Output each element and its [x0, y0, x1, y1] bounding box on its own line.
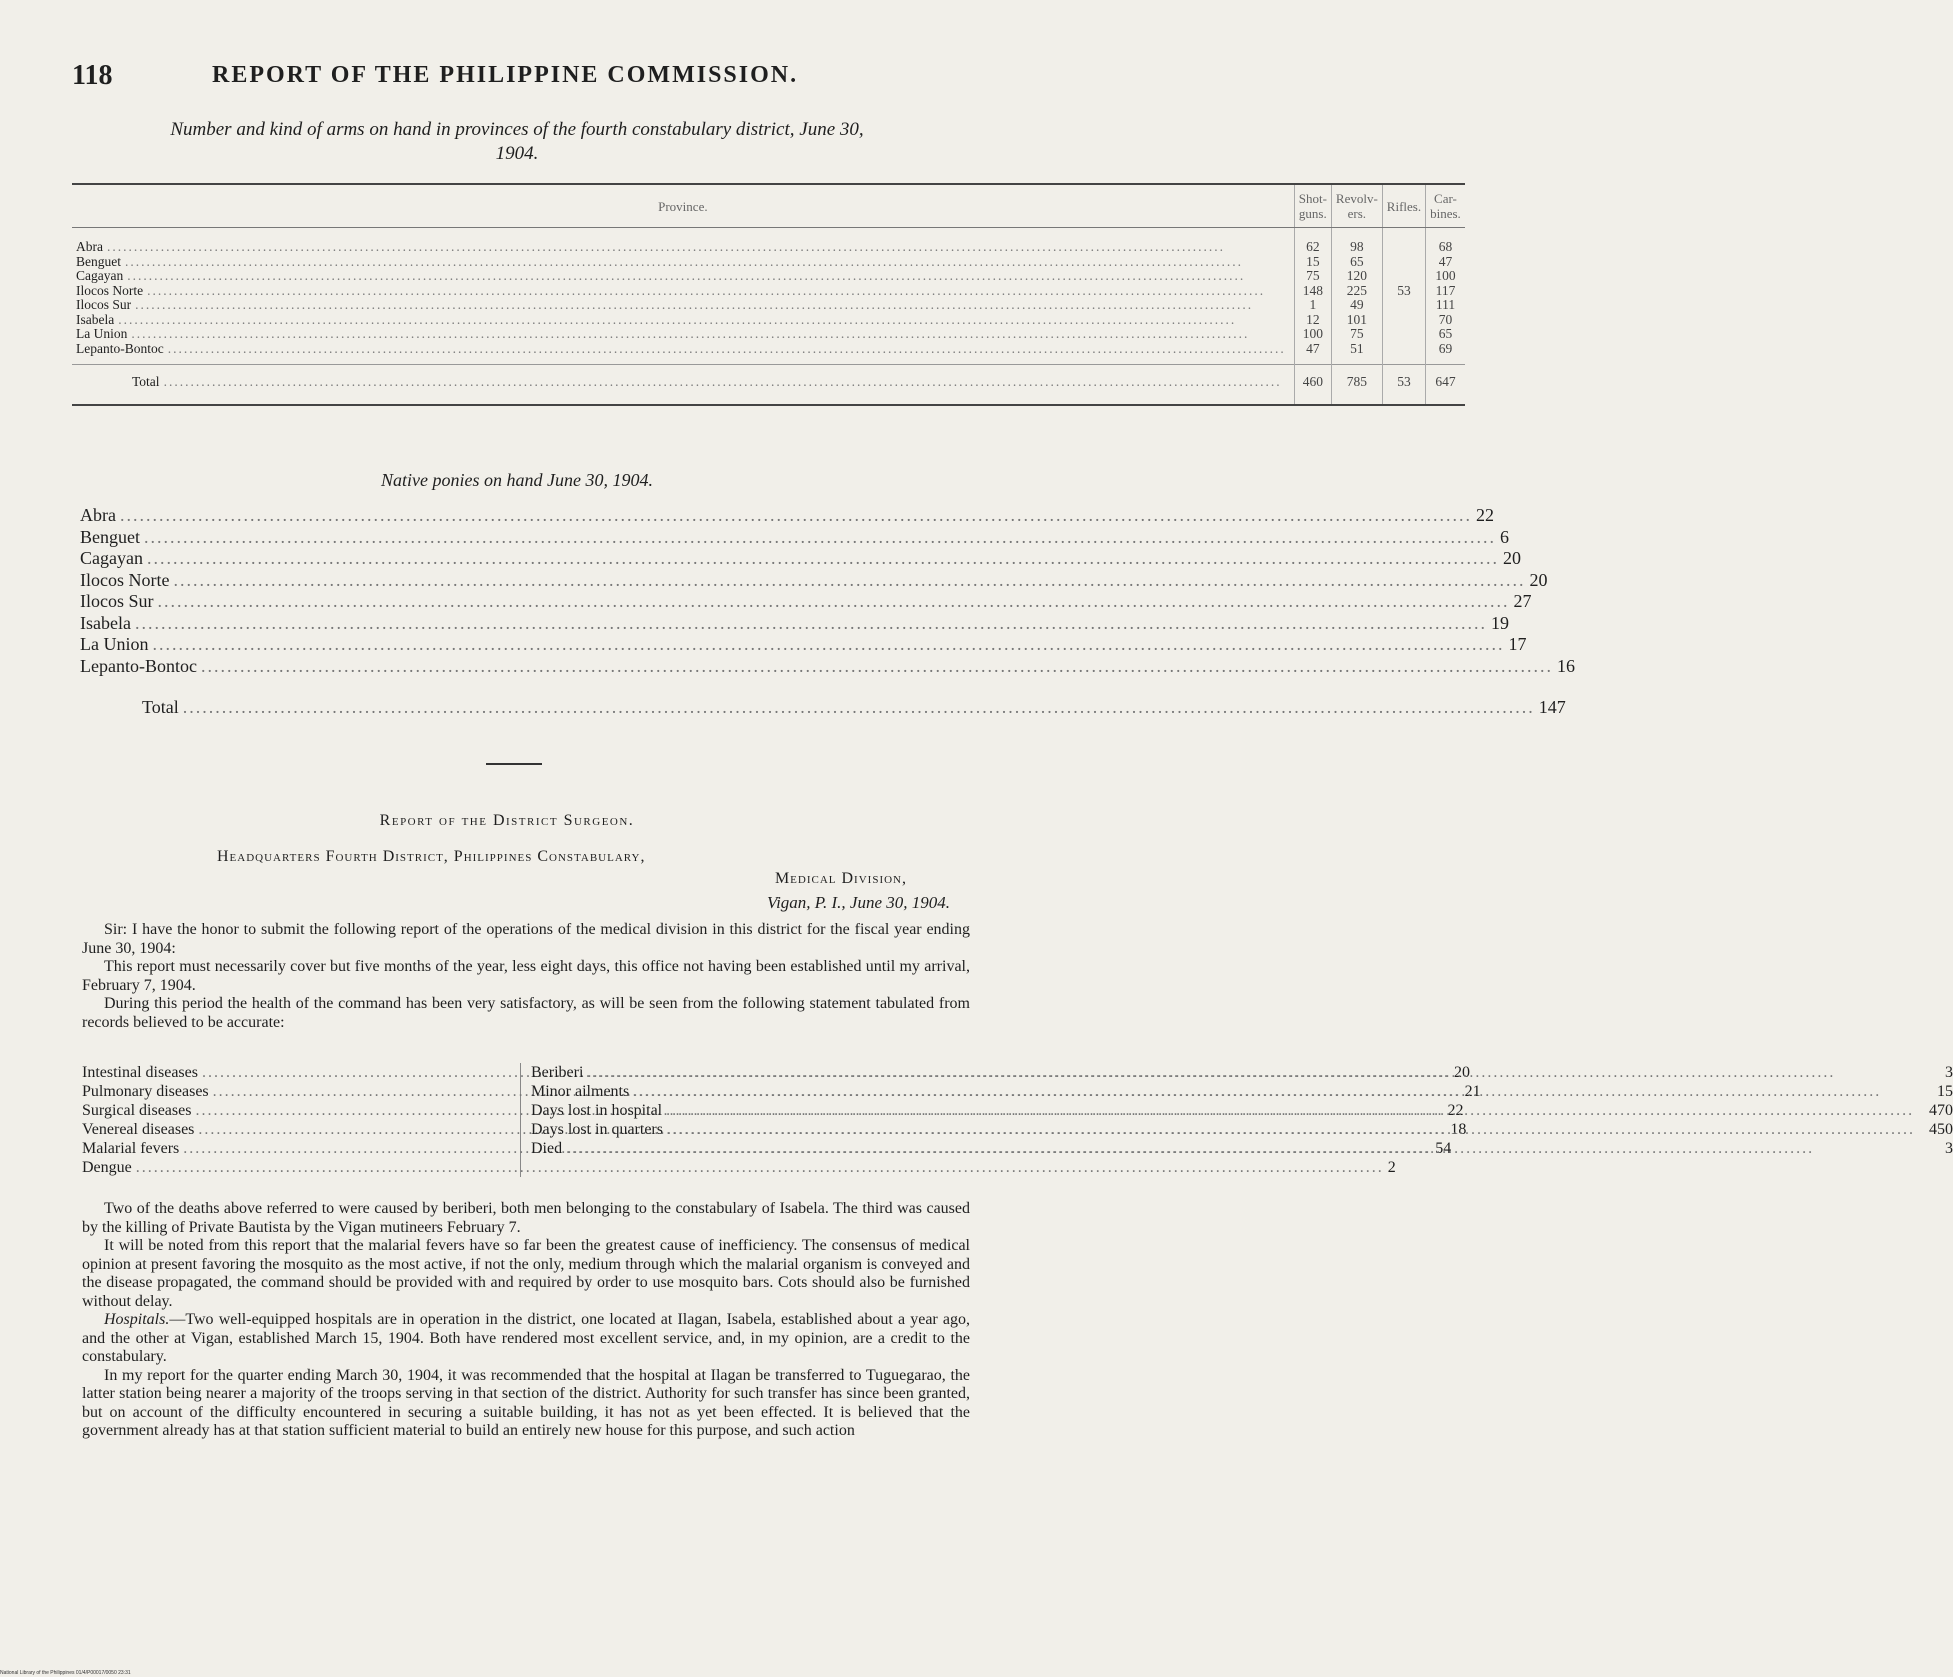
arms-caption-line1: Number and kind of arms on hand in provinces of the fourth constabulary district, June 30, — [170, 119, 864, 140]
revolvers-cell: 101 — [1331, 313, 1382, 328]
disease-count: 18 — [1450, 1121, 1467, 1138]
headquarters-line2: Medical Division, — [774, 870, 907, 887]
pony-count: 22 — [1475, 505, 1494, 525]
disease-row — [531, 1063, 1953, 1082]
pony-row — [80, 655, 1575, 678]
pony-row — [80, 569, 1548, 592]
disease-label: Surgical diseases — [82, 1102, 192, 1119]
intro-paragraph-1: Sir: I have the honor to submit the following report of the operations of the medical division in this district for the fiscal year ending June 30, 1904: — [82, 921, 970, 957]
pony-row — [80, 526, 1509, 549]
disease-label: Venereal diseases — [82, 1121, 195, 1138]
arms-row — [72, 255, 1465, 270]
carbines-cell: 100 — [1426, 269, 1465, 284]
pony-row — [80, 634, 1527, 656]
pony-row — [80, 612, 1509, 635]
pony-count: 19 — [1490, 612, 1509, 633]
disease-column-right — [521, 1063, 1953, 1177]
pony-count: 17 — [1508, 634, 1527, 654]
disease-label: Malarial fevers — [82, 1140, 180, 1157]
archive-footer-strip: National Library of the Philippines 01/4/P00017/0050 23:31 — [0, 1670, 131, 1676]
body-paragraph-2: It will be noted from this report that the malarial fevers have so far been the greatest cause of inefficiency. The consensus of medical opinion at present favoring the mosquito as the most active, if not the only, medium through which the malarial organism is conveyed and the disease propagated, the command should be provided with and required by order to use mosquito bars. Cots should also be furnished without delay. — [82, 1237, 970, 1310]
pony-province: Abra — [80, 505, 116, 525]
pony-province: Benguet — [80, 526, 140, 547]
running-title: REPORT OF THE PHILIPPINE COMMISSION. — [212, 62, 799, 88]
carbines-cell: 47 — [1426, 255, 1465, 270]
rifles-cell — [1382, 313, 1425, 328]
disease-count: 22 — [1447, 1102, 1464, 1119]
arms-total-carbines: 647 — [1426, 365, 1465, 405]
place-date: Vigan, P. I., June 30, 1904. — [766, 893, 950, 912]
col-shotguns: Shot-guns. — [1294, 184, 1331, 228]
disease-label: Beriberi — [531, 1064, 584, 1081]
arms-total-label: Total — [132, 374, 160, 389]
arms-row — [72, 228, 1465, 255]
shotguns-cell: 1 — [1294, 298, 1331, 313]
rifles-cell — [1382, 327, 1425, 342]
shotguns-cell: 62 — [1294, 228, 1331, 255]
revolvers-cell: 98 — [1331, 228, 1382, 255]
body-paragraph-4: In my report for the quarter ending March 30, 1904, it was recommended that the hospital at Ilagan be transferred to Tuguegarao, the latter station being nearer a majority of the troops serving in that section of the district. Authority for such transfer has since been granted, but on account of the difficulty encountered in securing a suitable building, it has not as yet been effected. It is believed that the government already has at that station sufficient material to build an entirely new house for this purpose, and such action — [82, 1366, 970, 1439]
body-paragraph-1: Two of the deaths above referred to were caused by beriberi, both men belonging to the constabulary of Isabela. The third was caused by the killing of Private Bautista by the Vigan mutineers February 7. — [82, 1200, 970, 1236]
disease-label: Dengue — [82, 1159, 132, 1176]
rifles-cell — [1382, 228, 1425, 255]
arms-table-caption — [72, 118, 962, 166]
disease-row — [531, 1101, 1953, 1120]
disease-count: 470 — [1928, 1102, 1953, 1119]
hospitals-text: —Two well-equipped hospitals are in operation in the district, one located at Ilagan, Isabela, established about a year ago, and the other at Vigan, established March 15, 1904. Both have rendered most excellent service, and, in my opinion, are a credit to the constabulary. — [82, 1311, 970, 1365]
disease-row — [531, 1139, 1953, 1158]
pony-province: La Union — [80, 634, 149, 654]
shotguns-cell: 47 — [1294, 342, 1331, 365]
hospitals-heading: Hospitals. — [104, 1311, 170, 1328]
province-name: Lepanto-Bontoc — [76, 340, 164, 356]
revolvers-cell: 65 — [1331, 255, 1382, 270]
carbines-cell: 70 — [1426, 313, 1465, 328]
carbines-cell: 65 — [1426, 327, 1465, 342]
disease-count: 54 — [1435, 1140, 1452, 1157]
intro-paragraph-3: During this period the health of the command has been very satisfactory, as will be seen from the following statement tabulated from records believed to be accurate: — [82, 995, 970, 1031]
pony-count: 16 — [1556, 655, 1575, 676]
intro-paragraph-2: This report must necessarily cover but five months of the year, less eight days, this office not having been established until my arrival, February 7, 1904. — [82, 958, 970, 994]
col-carbines: Car-bines. — [1426, 184, 1465, 228]
rifles-cell — [1382, 269, 1425, 284]
province-name: Ilocos Sur — [76, 297, 132, 312]
disease-label: Died — [531, 1140, 563, 1157]
arms-total-row — [72, 365, 1465, 405]
pony-province: Lepanto-Bontoc — [80, 655, 197, 676]
section-divider — [486, 763, 542, 765]
revolvers-cell: 120 — [1331, 269, 1382, 284]
headquarters-line1: Headquarters Fourth District, Philippines Constabulary, — [217, 848, 646, 865]
revolvers-cell: 49 — [1331, 298, 1382, 313]
ponies-total-label: Total — [142, 697, 179, 717]
rifles-cell: 53 — [1382, 284, 1425, 299]
arms-row — [72, 269, 1465, 284]
arms-row — [72, 313, 1465, 328]
disease-count: 15 — [1936, 1083, 1953, 1100]
disease-label: Pulmonary diseases — [82, 1083, 209, 1100]
disease-label: Minor ailments — [531, 1083, 630, 1100]
ponies-total-row — [80, 697, 1566, 719]
disease-count: 3 — [1944, 1064, 1953, 1081]
pony-count: 20 — [1502, 548, 1521, 568]
pony-province: Cagayan — [80, 548, 143, 568]
pony-province: Isabela — [80, 612, 131, 633]
col-revolvers: Revolv-ers. — [1331, 184, 1382, 228]
shotguns-cell: 15 — [1294, 255, 1331, 270]
province-name: Isabela — [76, 311, 115, 327]
pony-count: 6 — [1500, 526, 1509, 547]
province-name: Benguet — [76, 253, 121, 269]
col-province: Province. — [72, 184, 1294, 228]
arms-table-header-row — [72, 184, 1465, 228]
ponies-total-value: 147 — [1538, 697, 1566, 717]
rifles-cell — [1382, 342, 1425, 365]
disease-count: 20 — [1453, 1064, 1470, 1081]
ponies-list — [80, 505, 1575, 719]
arms-total-shotguns: 460 — [1294, 365, 1331, 405]
province-name: Abra — [76, 239, 103, 254]
revolvers-cell: 51 — [1331, 342, 1382, 365]
page-number: 118 — [72, 60, 113, 91]
carbines-cell: 68 — [1426, 228, 1465, 255]
arms-row — [72, 327, 1465, 342]
arms-total-revolvers: 785 — [1331, 365, 1382, 405]
shotguns-cell: 100 — [1294, 327, 1331, 342]
shotguns-cell: 75 — [1294, 269, 1331, 284]
province-name: Cagayan — [76, 268, 124, 283]
disease-statement — [82, 1063, 1953, 1177]
disease-count: 21 — [1464, 1083, 1481, 1100]
page-header — [72, 60, 952, 100]
province-name: La Union — [76, 326, 128, 341]
carbines-cell: 69 — [1426, 342, 1465, 365]
arms-caption-line2: 1904. — [495, 143, 539, 164]
pony-province: Ilocos Norte — [80, 569, 170, 590]
revolvers-cell: 75 — [1331, 327, 1382, 342]
arms-row — [72, 342, 1465, 365]
rifles-cell — [1382, 298, 1425, 313]
surgeon-intro — [82, 921, 970, 1032]
rifles-cell — [1382, 255, 1425, 270]
disease-row — [82, 1158, 1396, 1177]
disease-row — [531, 1082, 1953, 1101]
col-rifles: Rifles. — [1382, 184, 1425, 228]
body-paragraph-3 — [82, 1311, 970, 1367]
arms-row — [72, 284, 1465, 299]
disease-row — [531, 1120, 1953, 1139]
shotguns-cell: 12 — [1294, 313, 1331, 328]
pony-count: 20 — [1529, 569, 1548, 590]
revolvers-cell: 225 — [1331, 284, 1382, 299]
surgeon-report-title: Report of the District Surgeon. — [379, 812, 635, 829]
pony-row — [80, 548, 1521, 570]
arms-total-rifles: 53 — [1382, 365, 1425, 405]
pony-row — [80, 591, 1532, 613]
disease-count: 2 — [1387, 1159, 1396, 1176]
arms-row — [72, 298, 1465, 313]
pony-count: 27 — [1513, 591, 1532, 611]
disease-count: 3 — [1944, 1140, 1953, 1157]
pony-row — [80, 505, 1494, 527]
carbines-cell: 111 — [1426, 298, 1465, 313]
arms-table — [72, 183, 1465, 406]
carbines-cell: 117 — [1426, 284, 1465, 299]
disease-label: Days lost in hospital — [531, 1102, 663, 1119]
pony-province: Ilocos Sur — [80, 591, 154, 611]
province-name: Ilocos Norte — [76, 282, 144, 298]
surgeon-body — [82, 1200, 970, 1441]
ponies-caption: Native ponies on hand June 30, 1904. — [381, 470, 653, 490]
disease-count: 450 — [1928, 1121, 1953, 1138]
disease-label: Days lost in quarters — [531, 1121, 663, 1138]
shotguns-cell: 148 — [1294, 284, 1331, 299]
disease-label: Intestinal diseases — [82, 1064, 198, 1081]
